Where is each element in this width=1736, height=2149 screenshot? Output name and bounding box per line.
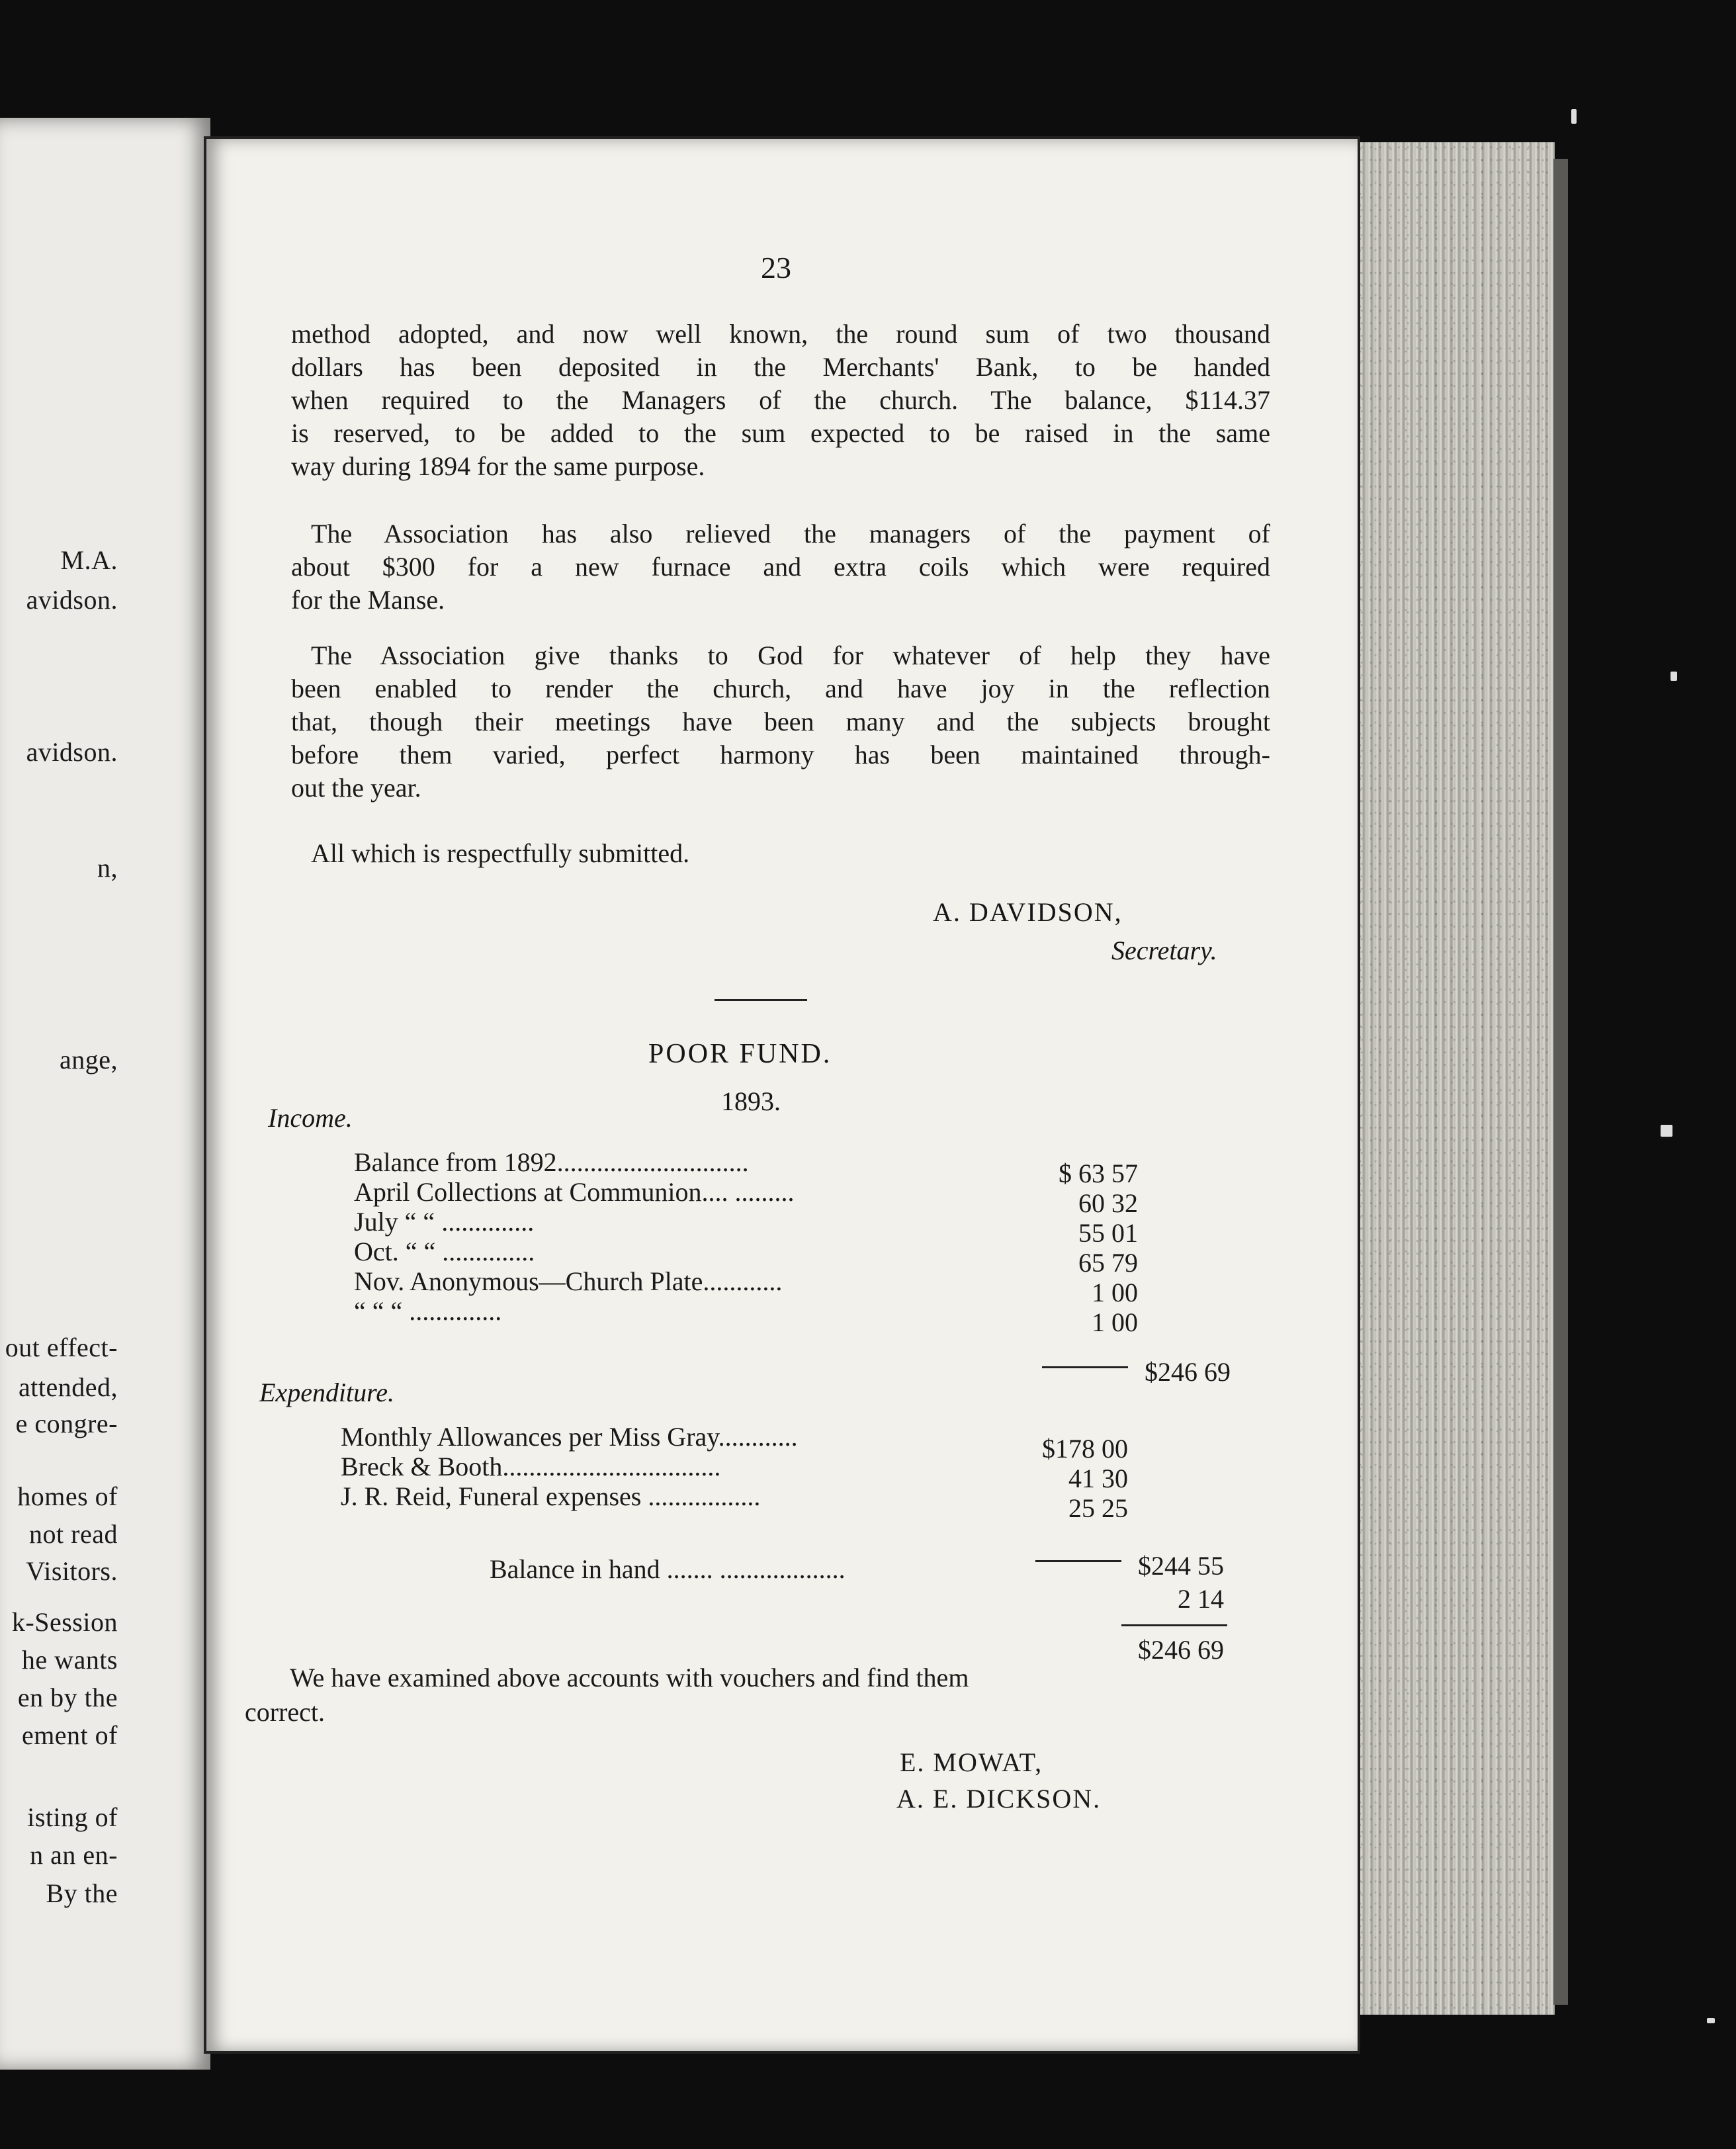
ledger-row-label: Nov. Anonymous—Church Plate............	[354, 1266, 783, 1296]
scan-speck	[1671, 672, 1677, 681]
left-page-fragment: ement of	[21, 1720, 118, 1750]
expenditure-label: Expenditure.	[259, 1378, 395, 1407]
section-divider	[715, 999, 807, 1001]
scan-speck	[1707, 2018, 1715, 2023]
book-cover-edge	[1553, 159, 1568, 2005]
paragraph-line: that, though their meetings have been many and the subjects brought	[291, 707, 1270, 736]
ledger-row-label: J. R. Reid, Funeral expenses .................	[341, 1481, 761, 1511]
statement-line: We have examined above accounts with vouchers and find them	[290, 1663, 969, 1692]
ledger-amount: 25 25	[1068, 1493, 1128, 1523]
auditor-name: A. E. DICKSON.	[896, 1784, 1102, 1814]
balance-label: Balance in hand ....... ...................	[490, 1554, 846, 1584]
ledger-row-label: “ “ “ ..............	[354, 1296, 502, 1326]
paragraph-line: before them varied, perfect harmony has been maintained through-	[291, 740, 1270, 769]
ledger-row-label: April Collections at Communion.... .........	[354, 1177, 795, 1207]
sum-rule	[1121, 1624, 1227, 1626]
left-page-fragment: n an en-	[30, 1840, 118, 1870]
ledger-amount: 55 01	[1078, 1218, 1138, 1248]
ledger-row-label: Oct. “ “ ..............	[354, 1237, 535, 1266]
statement-line: correct.	[245, 1697, 326, 1727]
balance-amount: 2 14	[1178, 1584, 1224, 1614]
ledger-amount: 65 79	[1078, 1248, 1138, 1278]
ledger-amount: 1 00	[1092, 1307, 1138, 1337]
paragraph-line: about $300 for a new furnace and extra coils which were required	[291, 552, 1270, 582]
ledger-row-label: Monthly Allowances per Miss Gray............	[341, 1422, 798, 1452]
ledger-amount: $ 63 57	[1059, 1159, 1138, 1188]
left-page-fragment: k-Session	[11, 1607, 118, 1637]
left-page-fragment: avidson.	[26, 585, 118, 615]
paragraph-line: when required to the Managers of the church. The balance, $114.37	[291, 385, 1270, 415]
paragraph-line: been enabled to render the church, and have joy in the reflection	[291, 674, 1270, 703]
left-page-fragment: he wants	[21, 1645, 118, 1675]
paragraph-line: The Association has also relieved the managers of the payment of	[311, 519, 1270, 548]
ledger-row-label: Balance from 1892.............................	[354, 1147, 749, 1177]
expenditure-total: $244 55	[1138, 1551, 1224, 1581]
book-fore-edge	[1350, 142, 1555, 2015]
paragraph-line: way during 1894 for the same purpose.	[291, 451, 705, 481]
signature-name: A. DAVIDSON,	[933, 897, 1123, 927]
left-page-fragment: isting of	[27, 1802, 118, 1832]
left-page-fragment: out effect-	[5, 1333, 118, 1362]
paragraph-line: All which is respectfully submitted.	[311, 838, 690, 868]
paragraph-line: is reserved, to be added to the sum expected to be raised in the same	[291, 418, 1270, 448]
paragraph-line: method adopted, and now well known, the round sum of two thousand	[291, 319, 1270, 349]
paragraph-line: The Association give thanks to God for whatever of help they have	[311, 640, 1270, 670]
paragraph-submitted	[291, 837, 1270, 870]
grand-total: $246 69	[1138, 1635, 1224, 1665]
auditor-name: E. MOWAT,	[900, 1747, 1043, 1777]
ledger-amount: $178 00	[1042, 1434, 1128, 1464]
ledger-amount: 41 30	[1068, 1464, 1128, 1493]
left-page-fragment: ange,	[59, 1045, 118, 1074]
left-page-fragment: n,	[97, 853, 118, 883]
paragraph-line: out the year.	[291, 773, 421, 803]
paragraph-line: dollars has been deposited in the Merchants' Bank, to be handed	[291, 352, 1270, 382]
scan-speck	[1661, 1125, 1672, 1137]
section-title: POOR FUND.	[648, 1039, 832, 1069]
left-page-fragment: avidson.	[26, 737, 118, 767]
left-page-fragment: M.A.	[60, 545, 118, 575]
left-page-fragment: e congre-	[15, 1409, 118, 1438]
left-page-fragment: homes of	[17, 1481, 118, 1511]
left-facing-page	[0, 118, 210, 2070]
page-number: 23	[761, 251, 791, 285]
ledger-row-label: Breck & Booth.................................	[341, 1452, 721, 1481]
ledger-amount: 60 32	[1078, 1188, 1138, 1218]
section-year: 1893.	[721, 1086, 781, 1116]
left-page-fragment: not read	[29, 1519, 118, 1549]
left-page-fragment: By the	[46, 1878, 118, 1908]
ledger-row-label: July “ “ ..............	[354, 1207, 535, 1237]
paragraph-deposit	[291, 318, 1270, 483]
auditors-statement	[245, 1661, 1224, 1730]
paragraph-thanks	[291, 639, 1270, 805]
left-page-fragment: attended,	[19, 1372, 118, 1402]
income-label: Income.	[268, 1103, 353, 1133]
paragraph-line: for the Manse.	[291, 585, 445, 615]
signature-title: Secretary.	[1111, 936, 1217, 965]
scan-speck	[1571, 109, 1577, 124]
income-total: $246 69	[1145, 1357, 1231, 1387]
left-page-fragment: en by the	[17, 1683, 118, 1712]
left-page-fragment: Visitors.	[26, 1556, 118, 1586]
paragraph-furnace	[291, 517, 1270, 617]
ledger-amount: 1 00	[1092, 1278, 1138, 1307]
